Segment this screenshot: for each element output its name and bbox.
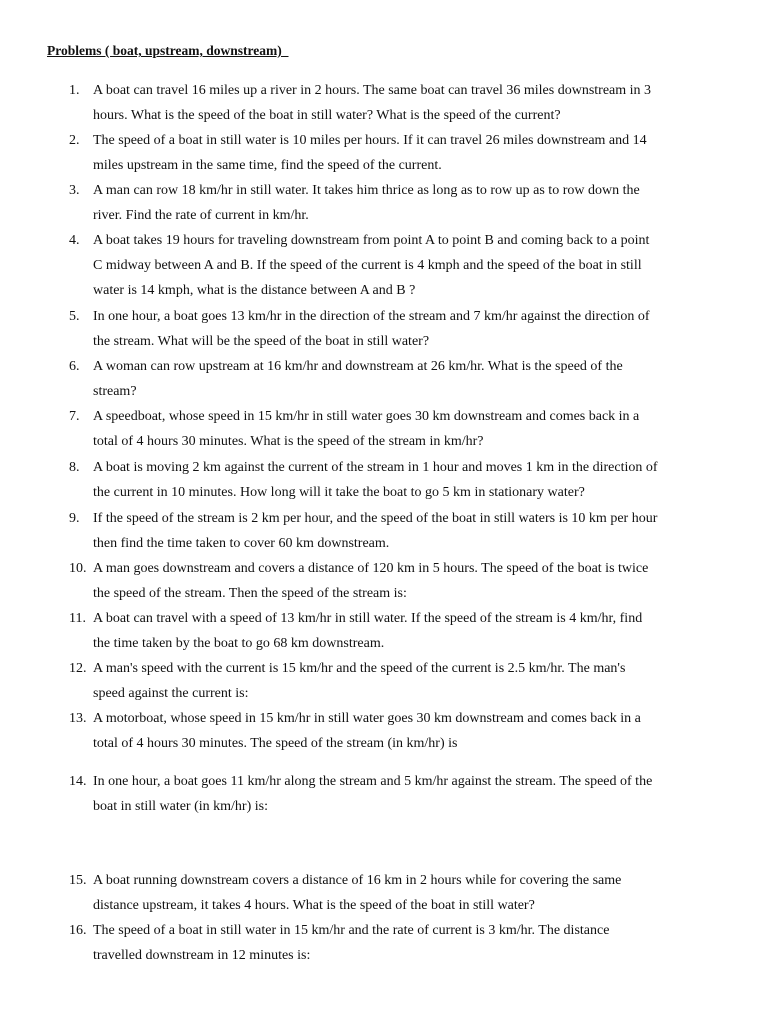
problem-text xyxy=(93,918,728,968)
problem-text-line: In one hour, a boat goes 11 km/hr along the stream and 5 km/hr against the stream. The speed of the xyxy=(93,774,653,789)
problem-text-line: water is 14 kmph, what is the distance between A and B ? xyxy=(93,283,416,298)
problem-text xyxy=(93,78,728,128)
problem-text-line: distance upstream, it takes 4 hours. What is the speed of the boat in still water? xyxy=(93,898,535,913)
problem-text-line: total of 4 hours 30 minutes. What is the speed of the stream in km/hr? xyxy=(93,434,484,449)
problem-text xyxy=(93,128,728,178)
problem-text xyxy=(93,769,728,819)
problem-text-line: then find the time taken to cover 60 km downstream. xyxy=(93,536,390,551)
problem-text-line: travelled downstream in 12 minutes is: xyxy=(93,948,311,963)
problem-text-line: A man's speed with the current is 15 km/hr and the speed of the current is 2.5 km/hr. The man's xyxy=(93,661,626,676)
problem-text-line: the time taken by the boat to go 68 km downstream. xyxy=(93,636,385,651)
problem-text-line: boat in still water (in km/hr) is: xyxy=(93,799,268,814)
problem-text xyxy=(93,404,728,454)
problem-text-line: the current in 10 minutes. How long will it take the boat to go 5 km in stationary water? xyxy=(93,485,585,500)
problem-number: 13. xyxy=(69,711,87,726)
problem-text-line: A boat is moving 2 km against the current of the stream in 1 hour and moves 1 km in the direction of xyxy=(93,460,658,475)
problem-text-line: A speedboat, whose speed in 15 km/hr in still water goes 30 km downstream and comes back in a xyxy=(93,409,640,424)
problem-text-line: speed against the current is: xyxy=(93,686,249,701)
problem-text-line: In one hour, a boat goes 13 km/hr in the direction of the stream and 7 km/hr against the direction of xyxy=(93,309,650,324)
problem-text xyxy=(93,706,728,756)
problem-text xyxy=(93,506,728,556)
problem-text-line: The speed of a boat in still water in 15 km/hr and the rate of current is 3 km/hr. The distance xyxy=(93,923,610,938)
problem-text-line: the speed of the stream. Then the speed of the stream is: xyxy=(93,586,407,601)
problem-text-line: A man goes downstream and covers a distance of 120 km in 5 hours. The speed of the boat is twice xyxy=(93,561,649,576)
problem-text-line: The speed of a boat in still water is 10 miles per hours. If it can travel 26 miles downstream and 14 xyxy=(93,133,647,148)
problem-text xyxy=(93,868,728,918)
problem-number: 8. xyxy=(69,460,80,475)
problem-text xyxy=(93,178,728,228)
problem-number: 1. xyxy=(69,83,80,98)
problem-number: 10. xyxy=(69,561,87,576)
problem-text xyxy=(93,228,728,303)
problem-number: 5. xyxy=(69,309,80,324)
problem-number: 14. xyxy=(69,774,87,789)
problem-text-line: stream? xyxy=(93,384,137,399)
problem-text xyxy=(93,354,728,404)
problem-number: 3. xyxy=(69,183,80,198)
problem-number: 7. xyxy=(69,409,80,424)
problem-text xyxy=(93,656,728,706)
problem-number: 4. xyxy=(69,233,80,248)
problem-number: 15. xyxy=(69,873,87,888)
problem-text-line: the stream. What will be the speed of the boat in still water? xyxy=(93,334,430,349)
problem-text-line: A boat takes 19 hours for traveling downstream from point A to point B and coming back to a point xyxy=(93,233,650,248)
problem-text xyxy=(93,455,728,505)
problem-text-line: A woman can row upstream at 16 km/hr and downstream at 26 km/hr. What is the speed of the xyxy=(93,359,623,374)
problem-text-line: A motorboat, whose speed in 15 km/hr in still water goes 30 km downstream and comes back in a xyxy=(93,711,641,726)
problem-text-line: A boat can travel 16 miles up a river in 2 hours. The same boat can travel 36 miles downstream in 3 xyxy=(93,83,652,98)
document-title: Problems ( boat, upstream, downstream) xyxy=(47,43,289,58)
problem-text xyxy=(93,304,728,354)
problem-number: 6. xyxy=(69,359,80,374)
problem-text-line: If the speed of the stream is 2 km per hour, and the speed of the boat in still waters is 10 km per hour xyxy=(93,511,658,526)
problem-number: 9. xyxy=(69,511,80,526)
problem-number: 11. xyxy=(69,611,86,626)
problem-text xyxy=(93,606,728,656)
problem-text-line: C midway between A and B. If the speed of the current is 4 kmph and the speed of the boat in still xyxy=(93,258,642,273)
problem-text-line: total of 4 hours 30 minutes. The speed of the stream (in km/hr) is xyxy=(93,736,458,751)
problem-text-line: A man can row 18 km/hr in still water. It takes him thrice as long as to row up as to row down the xyxy=(93,183,640,198)
problem-text xyxy=(93,556,728,606)
problem-text-line: river. Find the rate of current in km/hr. xyxy=(93,208,309,223)
problem-number: 2. xyxy=(69,133,80,148)
problem-text-line: miles upstream in the same time, find the speed of the current. xyxy=(93,158,442,173)
problem-text-line: A boat running downstream covers a distance of 16 km in 2 hours while for covering the same xyxy=(93,873,622,888)
problem-number: 16. xyxy=(69,923,87,938)
problem-text-line: A boat can travel with a speed of 13 km/hr in still water. If the speed of the stream is 4 km/hr, find xyxy=(93,611,643,626)
problem-text-line: hours. What is the speed of the boat in still water? What is the speed of the current? xyxy=(93,108,561,123)
problem-number: 12. xyxy=(69,661,87,676)
